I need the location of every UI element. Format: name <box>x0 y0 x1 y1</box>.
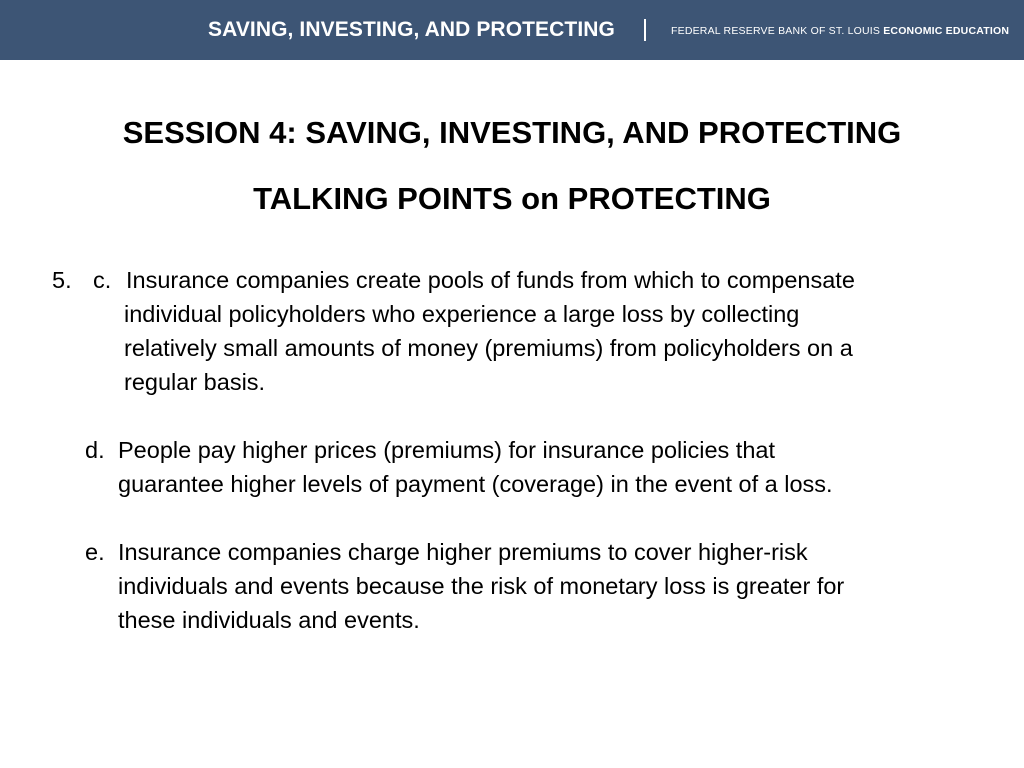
point-line: Insurance companies charge higher premiums to cover higher-risk <box>118 539 808 565</box>
header-bar <box>0 0 1024 60</box>
point-letter: e. <box>85 539 105 565</box>
slide-title: SESSION 4: SAVING, INVESTING, AND PROTECTING <box>122 115 902 150</box>
point-line: individuals and events because the risk of monetary loss is greater for <box>118 573 845 599</box>
talking-point-e <box>85 535 844 637</box>
point-letter: d. <box>85 437 105 463</box>
point-line: individual policyholders who experience a large loss by collecting <box>124 301 800 327</box>
talking-point-c <box>52 263 855 399</box>
point-number: 5. <box>52 267 72 293</box>
point-line: People pay higher prices (premiums) for insurance policies that <box>118 437 776 463</box>
header-divider <box>644 19 646 41</box>
header-title: SAVING, INVESTING, AND PROTECTING <box>208 18 615 41</box>
point-line: Insurance companies create pools of funds from which to compensate <box>126 267 855 293</box>
point-line: these individuals and events. <box>118 607 420 633</box>
talking-point-d <box>85 433 833 501</box>
slide-subtitle: TALKING POINTS on PROTECTING <box>253 181 771 216</box>
point-line: regular basis. <box>124 369 266 395</box>
point-line: guarantee higher levels of payment (coverage) in the event of a loss. <box>118 471 833 497</box>
header-organization <box>671 25 1009 37</box>
point-line: relatively small amounts of money (premiums) from policyholders on a <box>124 335 853 361</box>
point-letter: c. <box>93 267 112 293</box>
header-org-department: ECONOMIC EDUCATION <box>883 25 1010 37</box>
header-org-name: FEDERAL RESERVE BANK OF ST. LOUIS <box>671 25 881 37</box>
